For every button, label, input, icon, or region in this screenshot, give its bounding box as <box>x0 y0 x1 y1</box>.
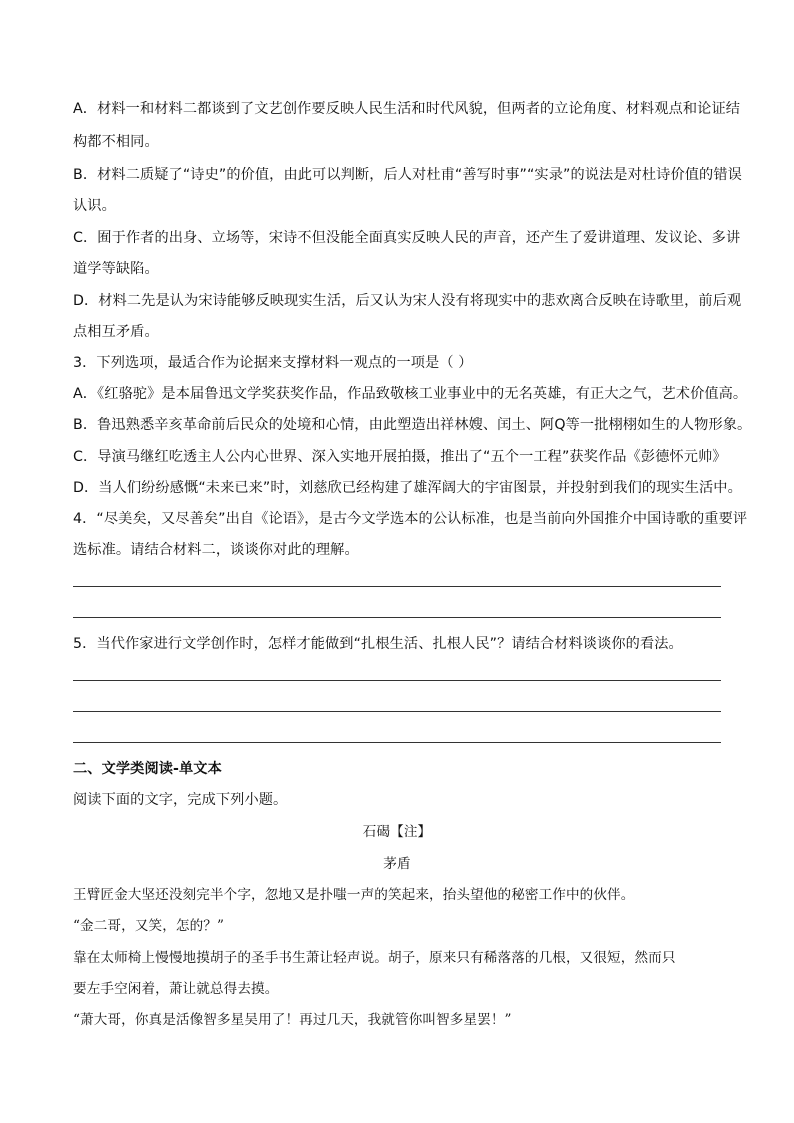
option-c-line1: C．囿于作者的出身、立场等，宋诗不但没能全面真实反映人民的声音，还产生了爱讲道理、发议论、多讲 <box>73 230 741 246</box>
option-a-line2: 构都不相同。 <box>73 134 159 150</box>
story-paragraph-1: 王臂匠金大坚还没刻完半个字，忽地又是扑嗤一声的笑起来，抬头望他的秘密工作中的伙伴。 <box>73 887 635 903</box>
question-4-line1: 4．“尽美矣，又尽善矣”出自《论语》，是古今文学选本的公认标准，也是当前向外国推介中国诗歌的重要评 <box>73 511 748 527</box>
option-d-line1: D．材料二先是认为宋诗能够反映现实生活，后又认为宋人没有将现实中的悲欢离合反映在诗歌里，前后观 <box>73 293 742 309</box>
story-paragraph-3-line1: 靠在太师椅上慢慢地摸胡子的圣手书生萧让轻声说。胡子，原来只有稀落落的几根，又很短，然而只 <box>73 950 676 966</box>
answer-line-q5-1[interactable] <box>73 680 721 681</box>
option-a-line1: A．材料一和材料二都谈到了文艺创作要反映人民生活和时代风貌，但两者的立论角度、材料观点和论证结 <box>73 101 741 117</box>
reading-instruction: 阅读下面的文字，完成下列小题。 <box>73 792 288 808</box>
story-title: 石碣【注】 <box>362 824 432 840</box>
q3-option-a: A．《红骆驼》是本届鲁迅文学奖获奖作品，作品致敬核工业事业中的无名英雄，有正大之气，艺术价值高。 <box>73 386 748 402</box>
answer-line-q4-2[interactable] <box>73 617 721 618</box>
question-4-line2: 选标准。请结合材料二，谈谈你对此的理解。 <box>73 542 359 558</box>
q3-option-d: D．当人们纷纷感慨“未来已来”时，刘慈欣已经构建了雄浑阔大的宇宙图景，并投射到我们的现实生活中。 <box>73 480 742 496</box>
option-c-line2: 道学等缺陷。 <box>73 261 159 277</box>
story-paragraph-3-line2: 要左手空闲着，萧让就总得去摸。 <box>73 981 279 997</box>
answer-line-q4-1[interactable] <box>73 586 721 587</box>
option-b-line2: 认识。 <box>73 198 116 214</box>
answer-line-q5-3[interactable] <box>73 742 721 743</box>
question-3-stem: 3．下列选项，最适合作为论据来支撑材料一观点的一项是（ ） <box>73 355 473 371</box>
option-b-line1: B．材料二质疑了“诗史”的价值，由此可以判断，后人对杜甫“善写时事”“实录”的说法是对杜诗价值的错误 <box>73 167 742 183</box>
story-paragraph-4: “萧大哥，你真是活像智多星吴用了！再过几天，我就管你叫智多星罢！” <box>73 1012 512 1028</box>
story-paragraph-2: “金二哥，又笑，怎的？” <box>73 918 225 934</box>
q3-option-c: C．导演马继红吃透主人公内心世界、深入实地开展拍摄，推出了“五个一工程”获奖作品《彭德怀元帅》 <box>73 449 727 465</box>
question-5-stem: 5．当代作家进行文学创作时，怎样才能做到“扎根生活、扎根人民”？请结合材料谈谈你的看法。 <box>73 636 683 652</box>
answer-line-q5-2[interactable] <box>73 711 721 712</box>
story-author: 茅盾 <box>383 856 411 872</box>
section-heading: 二、文学类阅读-单文本 <box>73 761 222 777</box>
option-d-line2: 点相互矛盾。 <box>73 324 159 340</box>
q3-option-b: B．鲁迅熟悉辛亥革命前后民众的处境和心情，由此塑造出祥林嫂、闰土、阿Q等一批栩栩如生的人物形象。 <box>73 417 752 433</box>
